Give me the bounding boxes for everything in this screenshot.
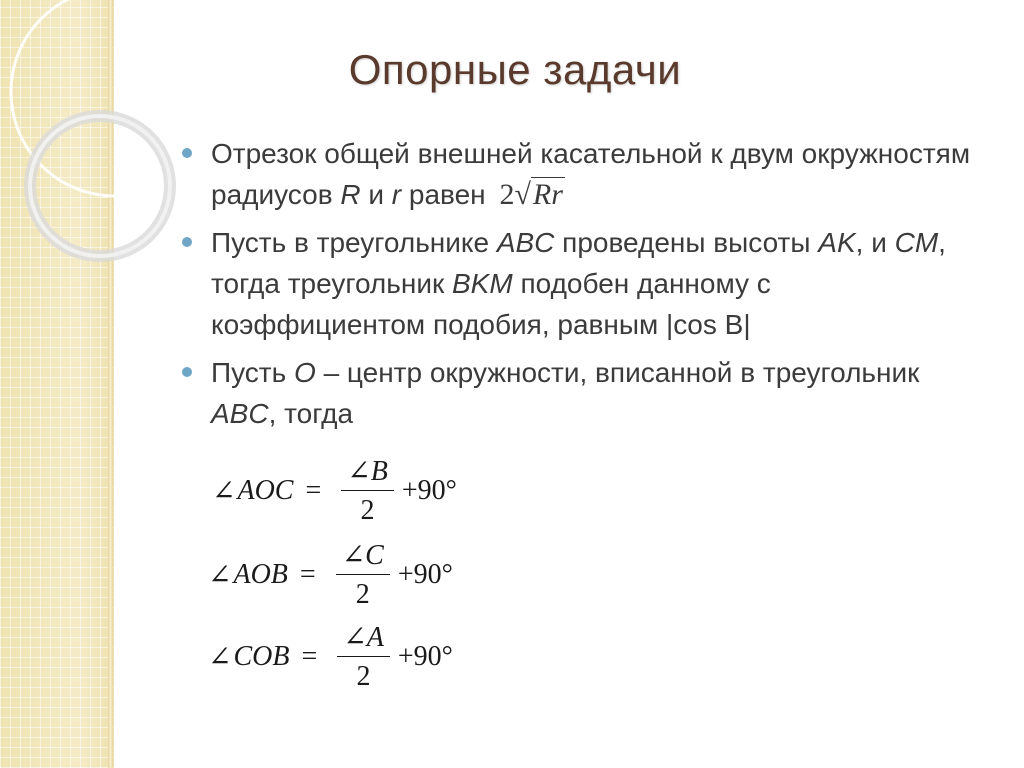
formula-lhs: COB [233, 640, 290, 672]
formula-angle-aob [208, 538, 455, 611]
bullet-item-incenter [180, 352, 990, 434]
formula-angle-cob [208, 620, 455, 693]
fraction [337, 620, 390, 693]
fraction-numerator [336, 538, 390, 574]
bullet-text: равен [401, 179, 486, 210]
bullet-dot-icon [182, 148, 192, 158]
bullet-text: , тогда треугольник [211, 227, 946, 299]
tangent-formula [499, 174, 564, 215]
angle-icon: ∠ [343, 622, 367, 653]
angle-icon: ∠ [208, 559, 232, 591]
formula-lhs: AOB [233, 558, 288, 590]
angle-icon: ∠ [212, 475, 236, 507]
altitude-name: AK [818, 227, 856, 258]
sqrt-sign-icon: √ [514, 178, 531, 211]
bullet-text: подобен данному с коэффициентом подобия, равным |cos B| [211, 268, 771, 340]
slide-title: Опорные задачи [348, 46, 682, 93]
fraction-numerator [341, 454, 394, 490]
formula-plus-term: +90° [401, 474, 457, 506]
slide-content [180, 133, 990, 441]
numerator-var: B [370, 456, 388, 487]
bullet-text: , тогда [268, 398, 354, 429]
bullet-text: и [360, 179, 392, 210]
triangle-name: ABC [211, 398, 269, 429]
altitude-name: CM [894, 227, 939, 258]
formula-lhs: AOC [237, 474, 294, 506]
bullet-text: , и [855, 227, 895, 258]
angle-icon: ∠ [341, 540, 366, 571]
angle-icon: ∠ [208, 641, 232, 673]
bullet-text: Пусть [211, 357, 295, 388]
decorative-circles [0, 0, 200, 320]
equals-sign: = [305, 474, 322, 506]
bullet-text: Отрезок общей внешней касательной к двум окружностям радиусов [211, 138, 971, 210]
radius-r: r [391, 179, 402, 210]
radius-R: R [340, 179, 361, 210]
numerator-var: A [366, 622, 384, 653]
fraction [341, 454, 394, 527]
bullet-item-tangent [180, 133, 990, 215]
triangle-name: ABC [496, 227, 555, 258]
bullet-text: проведены высоты [554, 227, 819, 258]
equals-sign: = [299, 558, 316, 590]
fraction-denominator: 2 [360, 495, 375, 526]
bullet-item-altitudes [180, 222, 990, 345]
formula-radicand: Rr [532, 178, 563, 211]
fraction-denominator: 2 [355, 579, 370, 610]
fraction [336, 538, 390, 611]
decorative-ring-highlight [30, 116, 170, 256]
equals-sign: = [301, 640, 318, 672]
center-name: O [294, 357, 316, 388]
angle-icon: ∠ [347, 456, 371, 487]
fraction-denominator: 2 [356, 661, 371, 692]
bullet-dot-icon [182, 237, 192, 247]
bullet-text: Пусть в треугольнике [211, 227, 497, 258]
formula-plus-term: +90° [397, 640, 453, 672]
formula-angle-aoc [212, 454, 459, 527]
formula-coefficient: 2 [499, 178, 515, 211]
triangle-name: BKM [452, 268, 513, 299]
formula-plus-term: +90° [397, 558, 453, 590]
bullet-text: – центр окружности, вписанной в треугольник [315, 357, 920, 388]
numerator-var: C [365, 540, 384, 571]
fraction-numerator [337, 620, 390, 656]
bullet-dot-icon [182, 367, 192, 377]
